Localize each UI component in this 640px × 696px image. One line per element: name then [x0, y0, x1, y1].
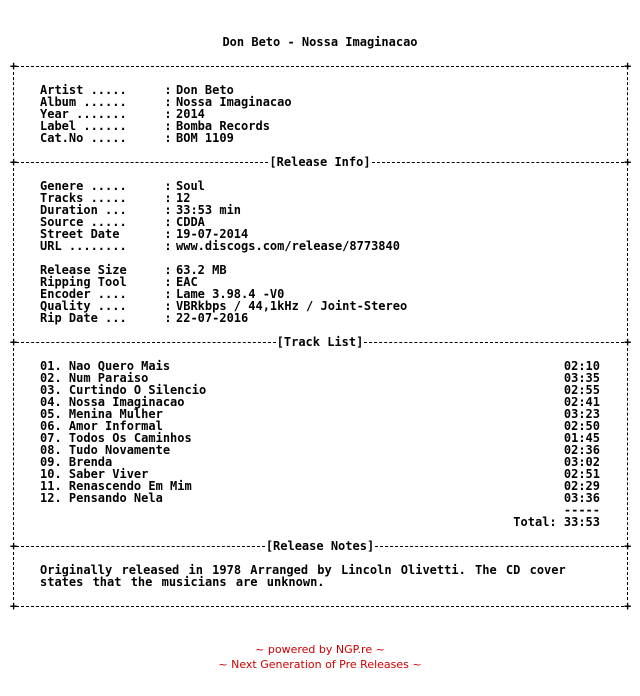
track-divider: -----	[563, 503, 600, 517]
info-key: Label ......	[40, 119, 127, 133]
top-border: + +	[10, 59, 632, 73]
info-value: 63.2 MB	[176, 263, 227, 277]
info-value: Nossa Imaginacao	[176, 95, 292, 109]
info-key: Genere .....	[40, 179, 127, 193]
info-separator: :	[164, 215, 172, 229]
track-time: 02:10	[563, 359, 600, 373]
track-time: 02:50	[563, 419, 600, 433]
info-key: Tracks .....	[40, 191, 127, 205]
info-value: EAC	[176, 275, 198, 289]
info-separator: :	[164, 119, 172, 133]
track-time: 02:36	[563, 443, 600, 457]
track-name: 07. Todos Os Caminhos	[40, 431, 192, 445]
left-border-1	[13, 72, 14, 156]
info-separator: :	[164, 107, 172, 121]
info-separator: :	[164, 299, 172, 313]
release-notes-label: [Release Notes]	[265, 539, 375, 553]
track-name: 08. Tudo Novamente	[40, 443, 171, 457]
release-title: Don Beto - Nossa Imaginacao	[222, 35, 418, 49]
info-value: 2014	[176, 107, 205, 121]
track-name: 02. Num Paraiso	[40, 371, 149, 385]
footer-tagline: ~ Next Generation of Pre Releases ~	[218, 658, 422, 671]
info-value: Don Beto	[176, 83, 234, 97]
right-border-1	[627, 72, 628, 156]
track-name: 01. Nao Quero Mais	[40, 359, 171, 373]
left-border-3	[13, 348, 14, 540]
track-time: 02:51	[563, 467, 600, 481]
track-time: 03:35	[563, 371, 600, 385]
info-key: URL ........	[40, 239, 127, 253]
track-time: 02:41	[563, 395, 600, 409]
release-info-block	[40, 180, 600, 252]
info-key: Quality ....	[40, 299, 127, 313]
track-time: 03:36	[563, 491, 600, 505]
info-value: BOM 1109	[176, 131, 234, 145]
info-value: Bomba Records	[176, 119, 270, 133]
track-total: Total: 33:53	[513, 515, 600, 529]
info-separator: :	[164, 95, 172, 109]
track-name: 11. Renascendo Em Mim	[40, 479, 192, 493]
info-separator: :	[164, 179, 172, 193]
track-list-label: [Track List]	[276, 335, 364, 349]
track-time: 03:02	[563, 455, 600, 469]
rip-info-block	[40, 264, 600, 324]
right-border-2	[627, 168, 628, 336]
track-name: 10. Saber Viver	[40, 467, 149, 481]
track-name: 09. Brenda	[40, 455, 113, 469]
footer-powered-by: ~ powered by NGP.re ~	[255, 643, 385, 656]
info-value: Soul	[176, 179, 205, 193]
info-key: Encoder ....	[40, 287, 127, 301]
track-time: 02:55	[563, 383, 600, 397]
info-key: Ripping Tool	[40, 275, 127, 289]
info-key: Duration ...	[40, 203, 127, 217]
info-key: Artist .....	[40, 83, 127, 97]
info-value: 22-07-2016	[176, 311, 249, 325]
info-value: CDDA	[176, 215, 205, 229]
info-separator: :	[164, 83, 172, 97]
bottom-border: + +	[10, 599, 632, 613]
release-info-label: [Release Info]	[269, 155, 371, 169]
info-separator: :	[164, 191, 172, 205]
track-name: 12. Pensando Nela	[40, 491, 163, 505]
header-block	[40, 84, 600, 144]
info-separator: :	[164, 203, 172, 217]
release-info-divider: + [Release Info] +	[10, 155, 632, 169]
info-key: Source .....	[40, 215, 127, 229]
right-border-4	[627, 552, 628, 600]
info-value: VBRkbps / 44,1kHz / Joint-Stereo	[176, 299, 408, 313]
info-key: Year .......	[40, 107, 127, 121]
info-separator: :	[164, 239, 172, 253]
track-row	[40, 444, 600, 456]
track-time: 01:45	[563, 431, 600, 445]
track-name: 06. Amor Informal	[40, 419, 163, 433]
info-separator: :	[164, 275, 172, 289]
info-key: Rip Date ...	[40, 311, 127, 325]
info-key: Cat.No .....	[40, 131, 127, 145]
track-name: 04. Nossa Imaginacao	[40, 395, 185, 409]
info-separator: :	[164, 227, 172, 241]
track-name: 05. Menina Mulher	[40, 407, 163, 421]
track-list-divider: + [Track List] +	[10, 335, 632, 349]
info-value: Lame 3.98.4 -V0	[176, 287, 285, 301]
info-row	[40, 312, 600, 324]
info-value: www.discogs.com/release/8773840	[176, 239, 400, 253]
info-separator: :	[164, 287, 172, 301]
release-notes-text: Originally released in 1978 Arranged by Lincoln Olivetti. The CD cover states that the musicians are unknown.	[40, 563, 566, 589]
track-time: 02:29	[563, 479, 600, 493]
info-separator: :	[164, 311, 172, 325]
info-separator: :	[164, 263, 172, 277]
right-border-3	[627, 348, 628, 540]
release-notes-divider: + [Release Notes] +	[10, 539, 632, 553]
track-total-block	[40, 504, 600, 528]
track-time: 03:23	[563, 407, 600, 421]
info-key: Street Date	[40, 227, 127, 241]
info-value: 33:53 min	[176, 203, 242, 217]
track-name: 03. Curtindo O Silencio	[40, 383, 207, 397]
info-row	[40, 132, 600, 144]
left-border-2	[13, 168, 14, 336]
left-border-4	[13, 552, 14, 600]
info-key: Release Size	[40, 263, 127, 277]
info-separator: :	[164, 131, 172, 145]
info-key: Album ......	[40, 95, 127, 109]
info-row	[40, 240, 600, 252]
track-list	[40, 360, 600, 504]
info-value: 12	[176, 191, 191, 205]
track-row	[40, 492, 600, 504]
info-value: 19-07-2014	[176, 227, 249, 241]
